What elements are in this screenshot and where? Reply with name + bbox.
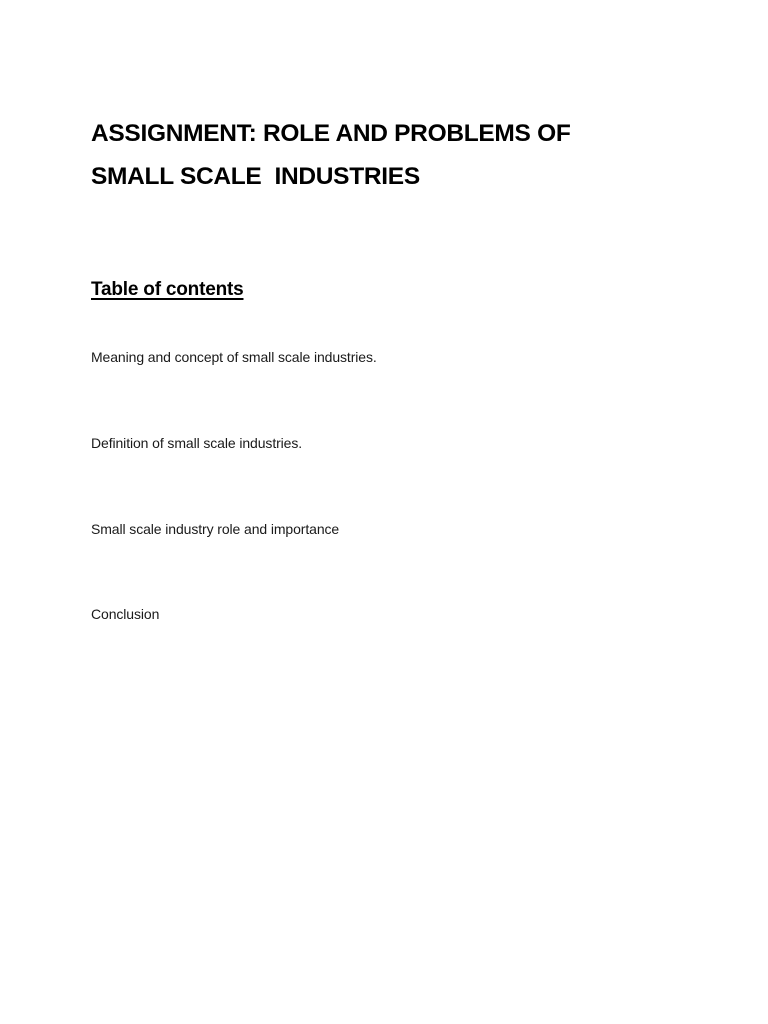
toc-item-definition: Definition of small scale industries.	[91, 435, 303, 451]
toc-item-meaning-and-concept: Meaning and concept of small scale industries.	[91, 349, 377, 365]
table-of-contents-heading: Table of contents	[91, 279, 244, 300]
document-title-line-1: ASSIGNMENT: ROLE AND PROBLEMS OF	[91, 120, 571, 147]
toc-item-role-and-importance: Small scale industry role and importance	[91, 521, 340, 537]
toc-item-conclusion: Conclusion	[91, 606, 160, 622]
document-title-line-2: SMALL SCALE INDUSTRIES	[91, 163, 420, 190]
